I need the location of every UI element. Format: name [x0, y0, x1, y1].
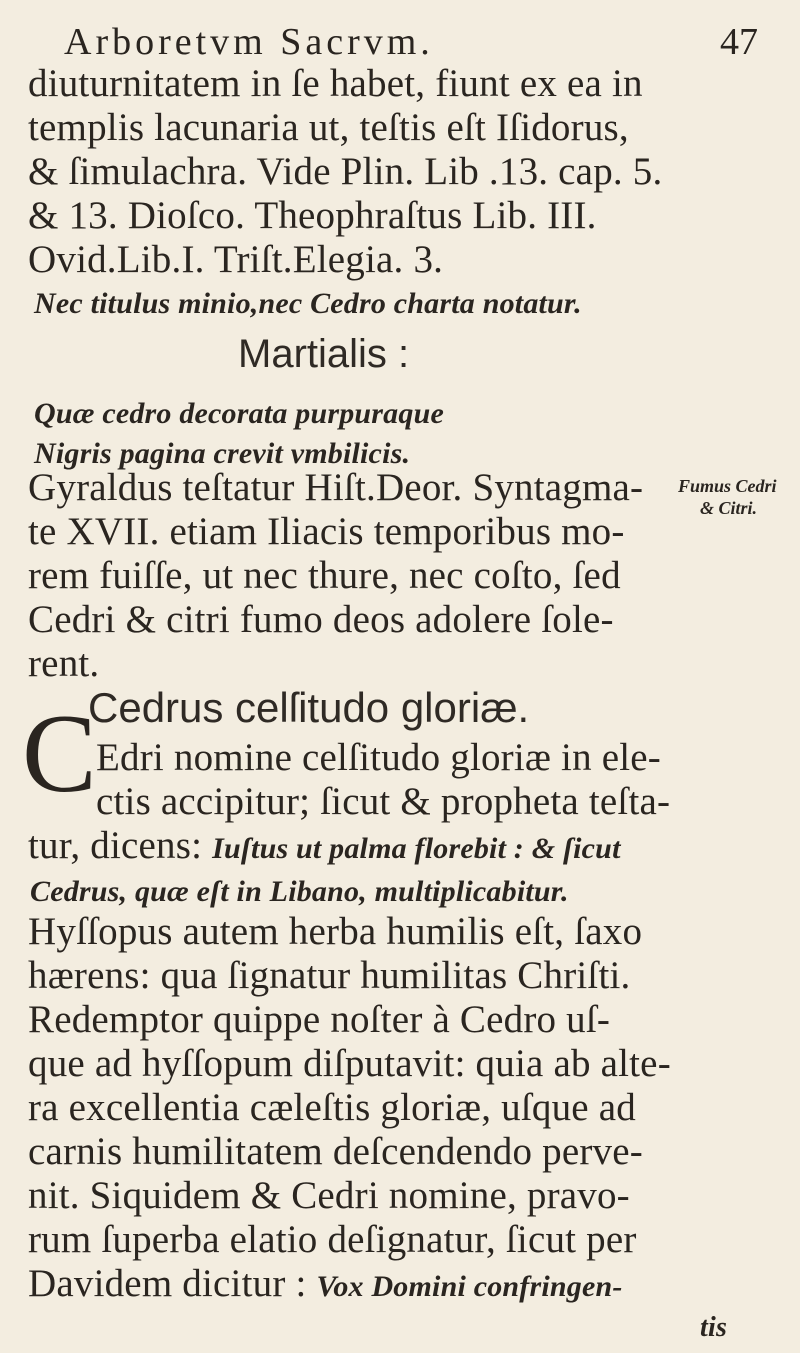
- text-line: templis lacunaria ut, teſtis eſt Iſidorus,: [28, 106, 629, 149]
- verse-line: Quæ cedro decorata purpuraque: [34, 397, 444, 430]
- page-number: 47: [720, 21, 758, 63]
- text-line: Gyraldus teſtatur Hiſt.Deor. Syntagma-: [28, 466, 644, 509]
- text-line: Cedri & citri fumo deos adolere ſole-: [28, 598, 614, 641]
- text-line: que ad hyſſopum diſputavit: quia ab alte-: [28, 1042, 671, 1085]
- text-line: & ſimulachra. Vide Plin. Lib .13. cap. 5.: [28, 150, 663, 193]
- marginal-note: Fumus Cedri: [678, 476, 777, 496]
- text-line: [28, 824, 621, 871]
- running-title: Arboretvm Sacrvm.: [64, 21, 434, 63]
- text-line: Redemptor quippe noſter à Cedro uſ-: [28, 998, 611, 1041]
- text-line: rum ſuperba elatio deſignatur, ſicut per: [28, 1218, 637, 1261]
- text-line: Hyſſopus autem herba humilis eſt, ſaxo: [28, 910, 643, 953]
- text-line: nit. Siquidem & Cedri nomine, pravo-: [28, 1174, 630, 1217]
- section-heading: Martialis :: [238, 332, 410, 376]
- quotation: Vox Domini confringen-: [316, 1270, 623, 1303]
- text-line: [28, 1262, 623, 1309]
- verse-line: Nigris pagina crevit vmbilicis.: [34, 437, 411, 470]
- text-line: Edri nomine celſitudo gloriæ in ele-: [96, 736, 661, 779]
- quotation: Cedrus, quæ eſt in Libano, multiplicabitur.: [30, 875, 569, 908]
- text-line: Ovid.Lib.I. Triſt.Elegia. 3.: [28, 238, 444, 281]
- text-line: hærens: qua ſignatur humilitas Chriſti.: [28, 954, 631, 997]
- marginal-note: & Citri.: [700, 498, 758, 518]
- section-title: Cedrus celſitudo gloriæ.: [88, 684, 530, 731]
- text-roman: tur, dicens:: [28, 824, 213, 867]
- text-line: carnis humilitatem deſcendendo perve-: [28, 1130, 643, 1173]
- catchword: tis: [700, 1312, 728, 1343]
- verse-line: Nec titulus minio,nec Cedro charta notatur.: [34, 287, 582, 320]
- text-line: ctis accipitur; ſicut & propheta teſta-: [96, 780, 671, 823]
- drop-cap: C: [22, 692, 97, 816]
- text-roman: Davidem dicitur :: [28, 1262, 317, 1305]
- text-line: & 13. Dioſco. Theophraſtus Lib. III.: [28, 194, 597, 237]
- text-line: diuturnitatem in ſe habet, fiunt ex ea in: [28, 62, 643, 105]
- text-line: ra excellentia cæleſtis gloriæ, uſque ad: [28, 1086, 636, 1129]
- quotation: Iuſtus ut palma florebit : & ſicut: [212, 832, 621, 865]
- text-line: rem fuiſſe, ut nec thure, nec coſto, ſed: [28, 554, 621, 597]
- text-line: te XVII. etiam Iliacis temporibus mo-: [28, 510, 625, 553]
- text-line: rent.: [28, 642, 100, 685]
